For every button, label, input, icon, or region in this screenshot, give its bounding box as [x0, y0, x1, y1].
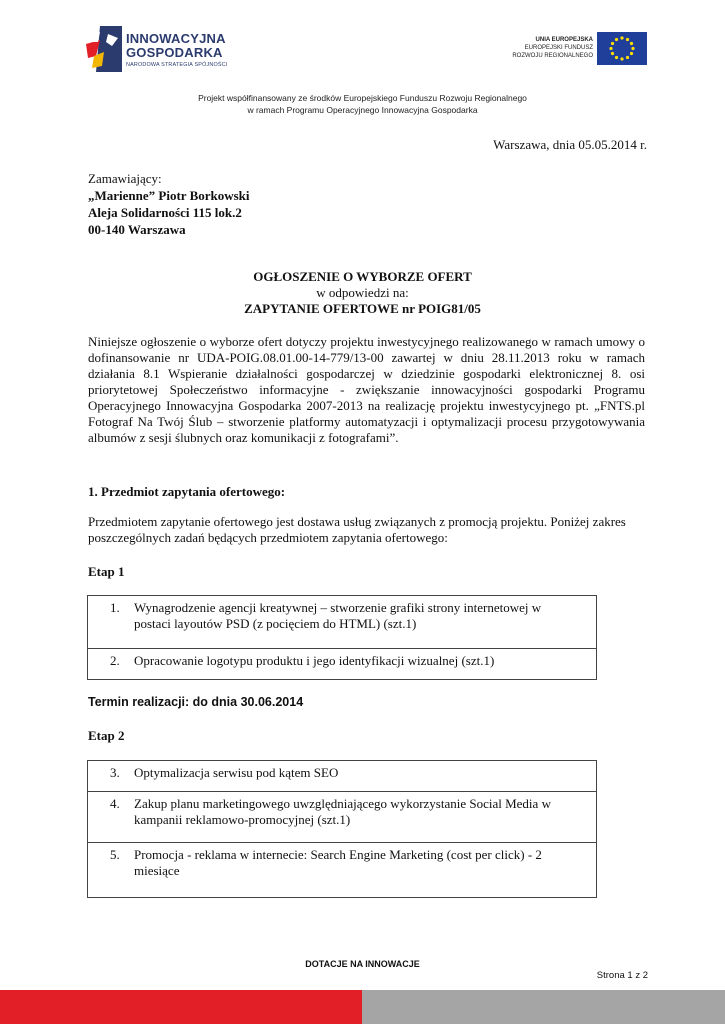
section1-text: Przedmiotem zapytanie ofertowego jest dostawa usług związanych z promocją projektu. Poniżej zakres poszczególnych zadań będących przedmiotem zapytania ofertowego:	[88, 514, 626, 545]
cofinancing-note-line2: w ramach Programu Operacyjnego Innowacyjna Gospodarka	[247, 105, 478, 115]
eu-line3: ROZWOJU REGIONALNEGO	[512, 53, 593, 59]
document-title-ref: ZAPYTANIE OFERTOWE nr POIG81/05	[244, 301, 481, 316]
footer-red-bar	[0, 990, 362, 1024]
footer-slogan: DOTACJE NA INNOWACJE	[305, 959, 420, 969]
task-text-line2: miesiące	[134, 863, 180, 878]
etap1-table	[87, 595, 597, 680]
client-label: Zamawiający:	[88, 171, 162, 186]
task-number: 1.	[110, 600, 120, 615]
etap1-heading: Etap 1	[88, 564, 125, 579]
footer-gray-bar	[362, 990, 725, 1024]
document-title-sub: w odpowiedzi na:	[316, 285, 409, 300]
task-number: 2.	[110, 653, 120, 668]
deadline-text: Termin realizacji: do dnia 30.06.2014	[88, 695, 304, 709]
eu-flag-icon	[597, 32, 647, 65]
eu-line2: EUROPEJSKI FUNDUSZ	[524, 45, 593, 51]
innowacyjna-gospodarka-logo	[86, 26, 256, 74]
page-number: Strona 1 z 2	[596, 970, 648, 981]
task-text-line1: Wynagrodzenie agencji kreatywnej – stworzenie grafiki strony internetowej w	[134, 600, 542, 615]
task-number: 5.	[110, 847, 120, 862]
task-cell	[88, 596, 597, 649]
client-name: „Marienne” Piotr Borkowski	[88, 188, 250, 203]
task-cell	[88, 761, 597, 792]
table-row	[88, 596, 597, 649]
cofinancing-note	[0, 92, 725, 116]
client-street: Aleja Solidarności 115 lok.2	[88, 205, 242, 220]
ig-title	[126, 32, 226, 60]
document-date: Warszawa, dnia 05.05.2014 r.	[493, 137, 647, 152]
task-text-line1: Zakup planu marketingowego uwzględniającego wykorzystanie Social Media w	[134, 796, 551, 811]
section1-heading: 1. Przedmiot zapytania ofertowego:	[88, 484, 286, 499]
task-text-line1: Opracowanie logotypu produktu i jego identyfikacji wizualnej (szt.1)	[134, 653, 495, 668]
table-row	[88, 649, 597, 680]
eu-line1: UNIA EUROPEJSKA	[535, 37, 593, 43]
task-text-line2: kampanii reklamowo-promocyjnej (szt.1)	[134, 812, 351, 827]
task-cell	[88, 792, 597, 843]
document-title-block	[0, 269, 725, 317]
client-address	[88, 170, 250, 238]
document-title: OGŁOSZENIE O WYBORZE OFERT	[253, 269, 472, 284]
task-cell	[88, 649, 597, 680]
table-row	[88, 792, 597, 843]
etap2-heading: Etap 2	[88, 728, 125, 743]
ig-subtitle: NARODOWA STRATEGIA SPÓJNOŚCI	[126, 62, 228, 68]
ig-title-line1: INNOWACYJNA	[126, 31, 226, 46]
intro-paragraph: Niniejsze ogłoszenie o wyborze ofert dotyczy projektu inwestycyjnego realizowanego w ramach umowy o dofinansowanie nr UDA-POIG.08.01.00-14-779/13-00 zawartej w dniu 28.11.2013 roku w ramach działania 8.1 Wspieranie działalności gospodarczej w dziedzinie gospodarki elektronicznej 8. osi priorytetowej Społeczeństwo informacyjne - zwiększanie innowacyjności gospodarki Programu Operacyjnego Innowacyjna Gospodarka 2007-2013 na realizację projektu inwestycyjnego pt. „FNTS.pl Fotograf Na Twój Ślub – stworzenie platformy automatyzacji i optymalizacji procesu przygotowywania albumów z sesji ślubnych oraz komunikacji z fotografami”.	[88, 334, 645, 445]
eu-logo	[505, 32, 647, 66]
ig-emblem-icon	[86, 26, 122, 72]
eu-text	[512, 36, 593, 60]
task-number: 4.	[110, 796, 120, 811]
task-text-line2: postaci layoutów PSD (z pocięciem do HTML) (szt.1)	[134, 616, 417, 631]
task-number: 3.	[110, 765, 120, 780]
table-row	[88, 761, 597, 792]
ig-title-line2: GOSPODARKA	[126, 45, 223, 60]
etap2-table	[87, 760, 597, 898]
client-city: 00-140 Warszawa	[88, 222, 186, 237]
cofinancing-note-line1: Projekt współfinansowany ze środków Europejskiego Funduszu Rozwoju Regionalnego	[198, 93, 527, 103]
task-text-line1: Promocja - reklama w internecie: Search Engine Marketing (cost per click) - 2	[134, 847, 542, 862]
task-text-line1: Optymalizacja serwisu pod kątem SEO	[134, 765, 339, 780]
task-cell	[88, 843, 597, 898]
table-row	[88, 843, 597, 898]
